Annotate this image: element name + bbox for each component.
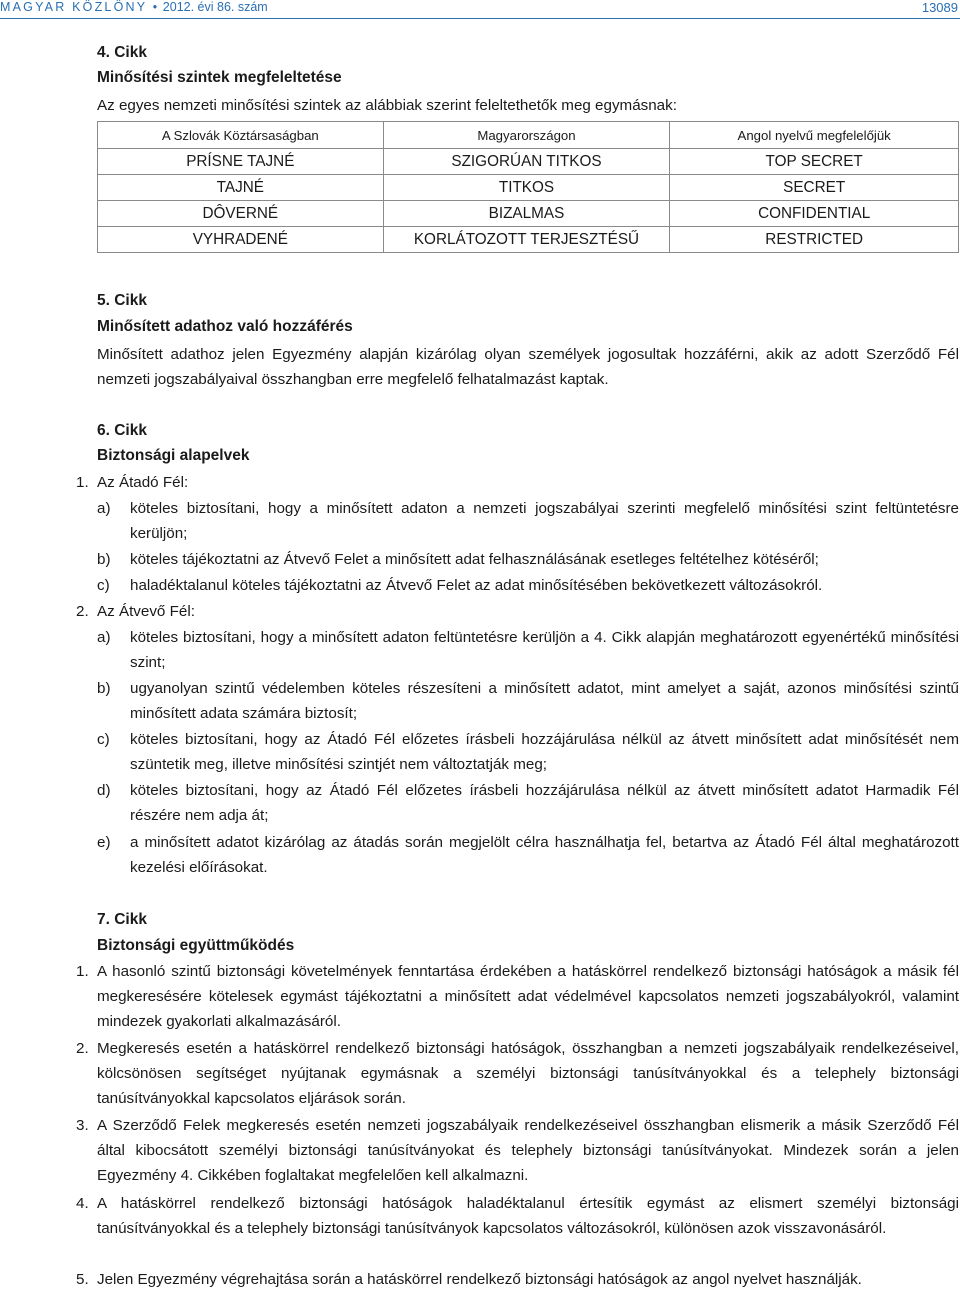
table-cell: VYHRADENÉ [98, 227, 384, 253]
table-header-row [98, 122, 959, 149]
article-4-title: 4. Cikk [97, 44, 147, 61]
table-header-cell: Magyarországon [383, 122, 670, 149]
article-5-title: 5. Cikk [97, 292, 147, 309]
article-7-subtitle: Biztonsági együttműködés [97, 937, 295, 954]
bullet: • [152, 0, 158, 14]
item-letter: a) [97, 500, 111, 517]
paragraph-number: 1. [76, 474, 89, 491]
item-letter: b) [97, 680, 111, 697]
item-letter: c) [97, 731, 110, 748]
table-cell: SZIGORÚAN TITKOS [383, 149, 670, 175]
paragraph-number: 5. [76, 1271, 89, 1288]
paragraph-text: A hasonló szintű biztonsági követelmények fenntartása érdekében a hatáskörrel rendelkező biztonsági hatóságok a másik fél megkeresésére kötelesek egymást tájékoztatni a minősített adat védelmével kapcsolatos nemzeti jogszabályokról, valamint mindezek gyakorlati alkalmazásáról. [97, 963, 959, 1030]
table-cell: TITKOS [383, 175, 670, 201]
item-letter: a) [97, 629, 111, 646]
table-row [98, 201, 959, 227]
paragraph-number: 4. [76, 1195, 89, 1212]
issue-number: 2012. évi 86. szám [162, 0, 268, 14]
page-number: 13089 [921, 0, 958, 15]
table-row [98, 175, 959, 201]
table-cell: BIZALMAS [383, 201, 670, 227]
table-cell: CONFIDENTIAL [670, 201, 959, 227]
paragraph-text: Jelen Egyezmény végrehajtása során a hatáskörrel rendelkező biztonsági hatóságok az angol nyelvet használják. [97, 1271, 862, 1288]
list-item: haladéktalanul köteles tájékoztatni az Átvevő Felet az adat minősítésében bekövetkezett változásokról. [130, 577, 823, 594]
article-4-subtitle: Minősítési szintek megfeleltetése [97, 69, 342, 86]
table-header-cell: Angol nyelvű megfelelőjük [670, 122, 959, 149]
table-cell: RESTRICTED [670, 227, 959, 253]
paragraph-text: Megkeresés esetén a hatáskörrel rendelkező biztonsági hatóságok, összhangban a nemzeti jogszabályaik rendelkezéseivel, kölcsönösen segítséget nyújtanak egymásnak a személyi biztonsági tanúsítványokkal és a telephely biztonsági tanúsítványokkal kapcsolatos eljárások során. [97, 1040, 959, 1107]
list-item: ugyanolyan szintű védelemben köteles részesíteni a minősített adatot, mint amelyet a saját, azonos minősítési szintű minősített adata számára biztosít; [130, 680, 959, 722]
paragraph-number: 3. [76, 1117, 89, 1134]
list-item: köteles biztosítani, hogy az Átadó Fél előzetes írásbeli hozzájárulása nélkül az átvett minősített adat minősítését nem szüntetik meg, illetve minősítési szintjét nem változtatják meg; [130, 731, 959, 773]
table-header-cell: A Szlovák Köztársaságban [98, 122, 384, 149]
running-header [0, 0, 960, 22]
journal-info [0, 0, 268, 14]
table-cell: KORLÁTOZOTT TERJESZTÉSŰ [383, 227, 670, 253]
paragraph-heading: Az Átadó Fél: [97, 474, 189, 491]
article-7-title: 7. Cikk [97, 911, 147, 928]
table-cell: SECRET [670, 175, 959, 201]
table-cell: TAJNÉ [98, 175, 384, 201]
article-4-intro: Az egyes nemzeti minősítési szintek az alábbiak szerint feleltethetők meg egymásnak: [97, 97, 677, 114]
article-5-text: Minősített adathoz jelen Egyezmény alapján kizárólag olyan személyek jogosultak hozzáférni, akik az adott Szerződő Fél nemzeti jogszabályaival összhangban erre megfelelő felhatalmazást kaptak. [97, 346, 959, 388]
article-5-subtitle: Minősített adathoz való hozzáférés [97, 318, 353, 335]
journal-name: MAGYAR KÖZLÖNY [0, 0, 148, 14]
paragraph-heading: Az Átvevő Fél: [97, 603, 195, 620]
list-item: köteles biztosítani, hogy a minősített adaton feltüntetésre kerüljön a 4. Cikk alapján meghatározott egyenértékű minősítési szint; [130, 629, 959, 671]
list-item: köteles biztosítani, hogy az Átadó Fél előzetes írásbeli hozzájárulása nélkül az átvett minősített adatot Harmadik Fél részére nem adja át; [130, 782, 959, 824]
article-6-title: 6. Cikk [97, 422, 147, 439]
paragraph-number: 2. [76, 1040, 89, 1057]
table-row [98, 227, 959, 253]
table-cell: TOP SECRET [670, 149, 959, 175]
paragraph-number: 2. [76, 603, 89, 620]
item-letter: c) [97, 577, 110, 594]
table-row [98, 149, 959, 175]
item-letter: d) [97, 782, 111, 799]
list-item: a minősített adatot kizárólag az átadás során megjelölt célra használhatja fel, betartva az Átadó Fél által meghatározott kezelési előírásokat. [130, 834, 959, 876]
table-cell: PRÍSNE TAJNÉ [98, 149, 384, 175]
paragraph-number: 1. [76, 963, 89, 980]
classification-table [97, 121, 959, 253]
paragraph-text: A Szerződő Felek megkeresés esetén nemzeti jogszabályaik rendelkezéseivel összhangban elismerik a másik Szerződő Fél által kibocsátott személyi biztonsági tanúsítványokat és telephely biztonsági tanúsítványokat. Mindezek során a jelen Egyezmény 4. Cikkében foglaltakat megfelelően kell alkalmazni. [97, 1117, 959, 1184]
item-letter: e) [97, 834, 111, 851]
list-item: köteles biztosítani, hogy a minősített adaton a nemzeti jogszabályai szerinti megfelelő minősítési szint feltüntetésre kerüljön; [130, 500, 959, 542]
header-rule [0, 18, 960, 19]
table-cell: DÔVERNÉ [98, 201, 384, 227]
paragraph-text: A hatáskörrel rendelkező biztonsági hatóságok haladéktalanul értesítik egymást az elismert személyi biztonsági tanúsítványokkal és a telephely biztonsági tanúsítványok kapcsolatos változásokról, különösen azok visszavonásáról. [97, 1195, 959, 1237]
article-6-subtitle: Biztonsági alapelvek [97, 447, 250, 464]
list-item: köteles tájékoztatni az Átvevő Felet a minősített adat felhasználásának esetleges feltételhez kötéséről; [130, 551, 819, 568]
item-letter: b) [97, 551, 111, 568]
